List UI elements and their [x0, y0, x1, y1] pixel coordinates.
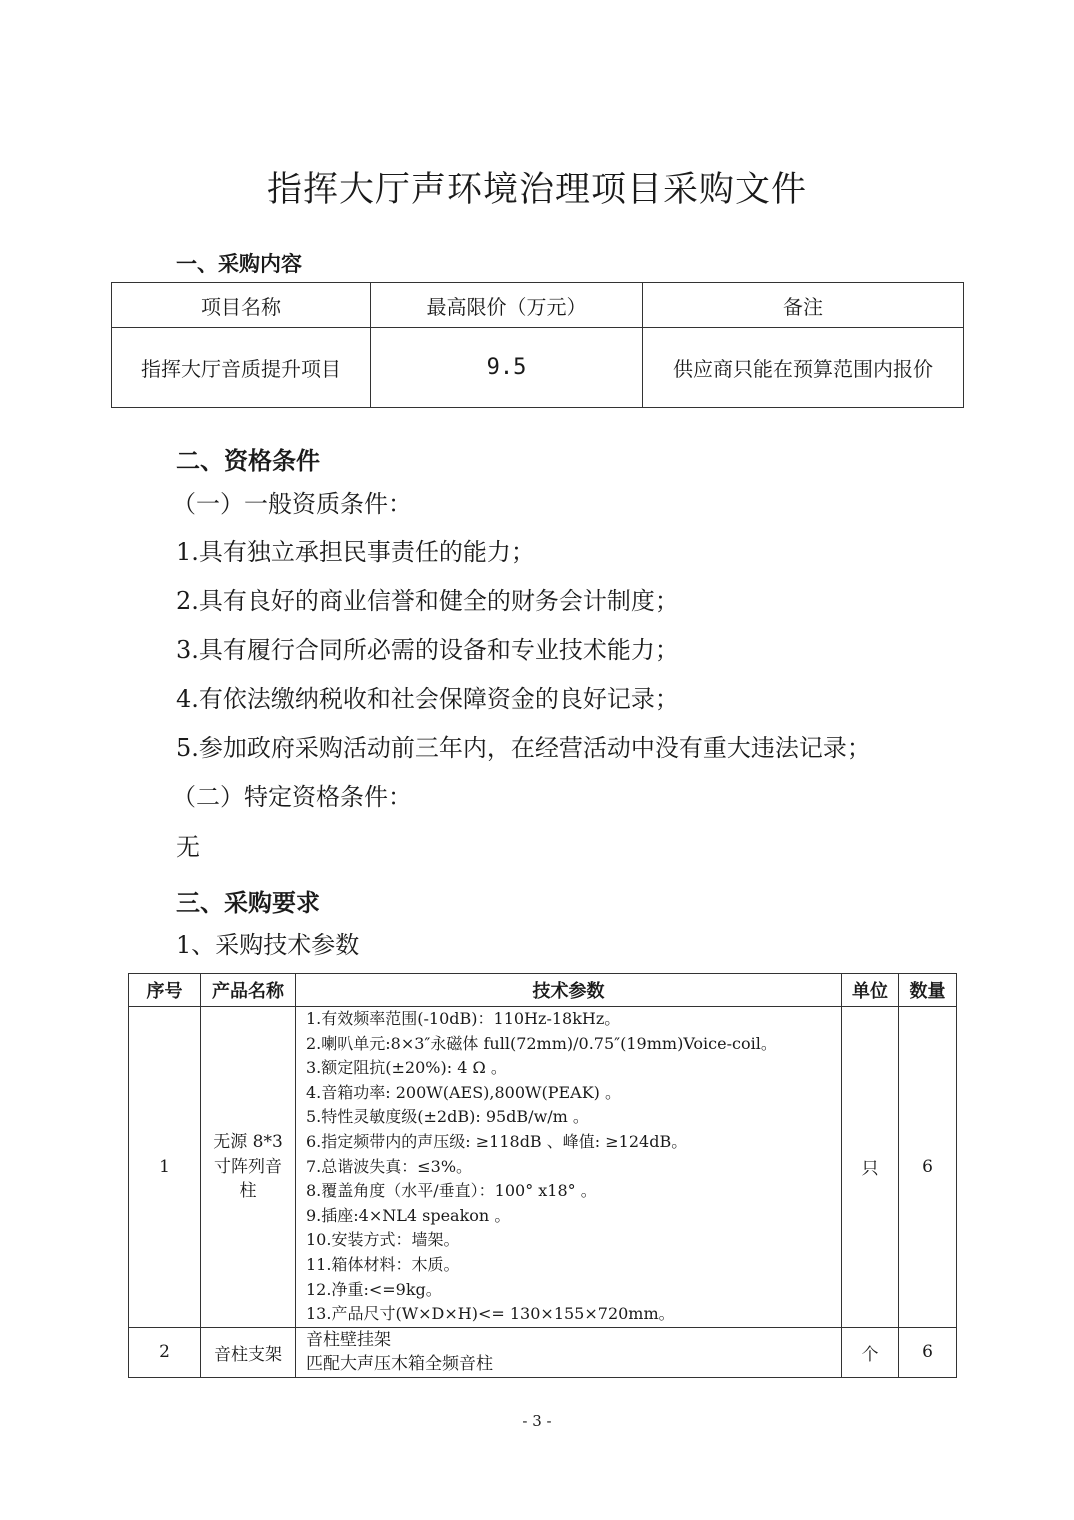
page-title: 指挥大厅声环境治理项目采购文件	[266, 170, 807, 210]
section-heading-qualifications: 二、资格条件	[176, 447, 320, 475]
spec-line: 3.额定阻抗(±20%): 4 Ω 。	[306, 1058, 507, 1078]
cell-remarks: 供应商只能在预算范围内报价	[643, 328, 964, 408]
cell-product-name	[201, 1007, 296, 1328]
spec-line: 5.特性灵敏度级(±2dB): 95dB/w/m 。	[306, 1107, 589, 1127]
page-number: - 3 -	[522, 1412, 552, 1430]
header-remarks: 备注	[643, 283, 964, 328]
cell-quantity: 6	[899, 1327, 957, 1377]
table-header-row	[112, 283, 964, 328]
qualification-item: 5.参加政府采购活动前三年内，在经营活动中没有重大违法记录；	[176, 734, 871, 762]
header-product-name: 产品名称	[201, 974, 296, 1007]
table-header-row	[129, 974, 957, 1007]
qualification-item: 2.具有良好的商业信誉和健全的财务会计制度；	[176, 587, 679, 615]
cell-specs	[296, 1327, 842, 1377]
spec-line: 7.总谐波失真：≤3%。	[306, 1156, 473, 1176]
product-name-line: 无源 8*3	[213, 1131, 283, 1152]
header-quantity: 数量	[899, 974, 957, 1007]
spec-line: 音柱壁挂架	[306, 1329, 391, 1350]
spec-line: 11.箱体材料：木质。	[306, 1254, 460, 1274]
header-project-name: 项目名称	[112, 283, 371, 328]
cell-max-price: 9.5	[371, 328, 643, 408]
spec-line: 12.净重:<=9kg。	[306, 1279, 442, 1299]
product-name-line: 寸阵列音	[214, 1156, 282, 1177]
technical-params-heading: 1、采购技术参数	[176, 931, 360, 959]
cell-index: 1	[129, 1007, 201, 1328]
cell-product-name: 音柱支架	[201, 1327, 296, 1377]
spec-line: 9.插座:4×NL4 speakon 。	[306, 1205, 511, 1225]
spec-line: 4.音箱功率: 200W(AES),800W(PEAK) 。	[306, 1082, 622, 1102]
spec-line: 8.覆盖角度（水平/垂直）：100° x18° 。	[306, 1181, 597, 1201]
specific-qualifications-value: 无	[176, 833, 200, 861]
cell-index: 2	[129, 1327, 201, 1377]
cell-specs	[296, 1007, 842, 1328]
header-unit: 单位	[842, 974, 899, 1007]
cell-unit: 只	[842, 1007, 899, 1328]
spec-line: 6.指定频带内的声压级: ≥118dB 、峰值: ≥124dB。	[306, 1131, 688, 1151]
spec-line: 2.喇叭单元:8×3″永磁体 full(72mm)/0.75″(19mm)Voice-coil。	[306, 1033, 777, 1053]
section-heading-requirements: 三、采购要求	[176, 889, 320, 917]
table-row	[112, 328, 964, 408]
product-name-line: 柱	[239, 1181, 257, 1202]
cell-project-name: 指挥大厅音质提升项目	[112, 328, 371, 408]
qualification-item: 4.有依法缴纳税收和社会保障资金的良好记录；	[176, 685, 679, 713]
table-row	[129, 1007, 957, 1328]
spec-line: 13.产品尺寸(W×D×H)<= 130×155×720mm。	[306, 1304, 675, 1324]
technical-params-table	[128, 973, 957, 1378]
spec-line: 匹配大声压木箱全频音柱	[306, 1354, 493, 1375]
qualification-item: 3.具有履行合同所必需的设备和专业技术能力；	[176, 636, 679, 664]
header-index: 序号	[129, 974, 201, 1007]
header-specs: 技术参数	[296, 974, 842, 1007]
cell-quantity: 6	[899, 1007, 957, 1328]
general-qualifications-heading: （一）一般资质条件：	[172, 490, 412, 518]
specific-qualifications-heading: （二）特定资格条件：	[172, 783, 412, 811]
cell-unit: 个	[842, 1327, 899, 1377]
qualification-item: 1.具有独立承担民事责任的能力；	[176, 538, 535, 566]
table-row	[129, 1327, 957, 1377]
header-max-price: 最高限价（万元）	[371, 283, 643, 328]
section-heading-procurement-content: 一、采购内容	[176, 252, 302, 276]
procurement-content-table	[111, 282, 964, 408]
spec-line: 1.有效频率范围(-10dB)：110Hz-18kHz。	[306, 1009, 621, 1028]
spec-line: 10.安装方式：墙架。	[306, 1230, 460, 1250]
